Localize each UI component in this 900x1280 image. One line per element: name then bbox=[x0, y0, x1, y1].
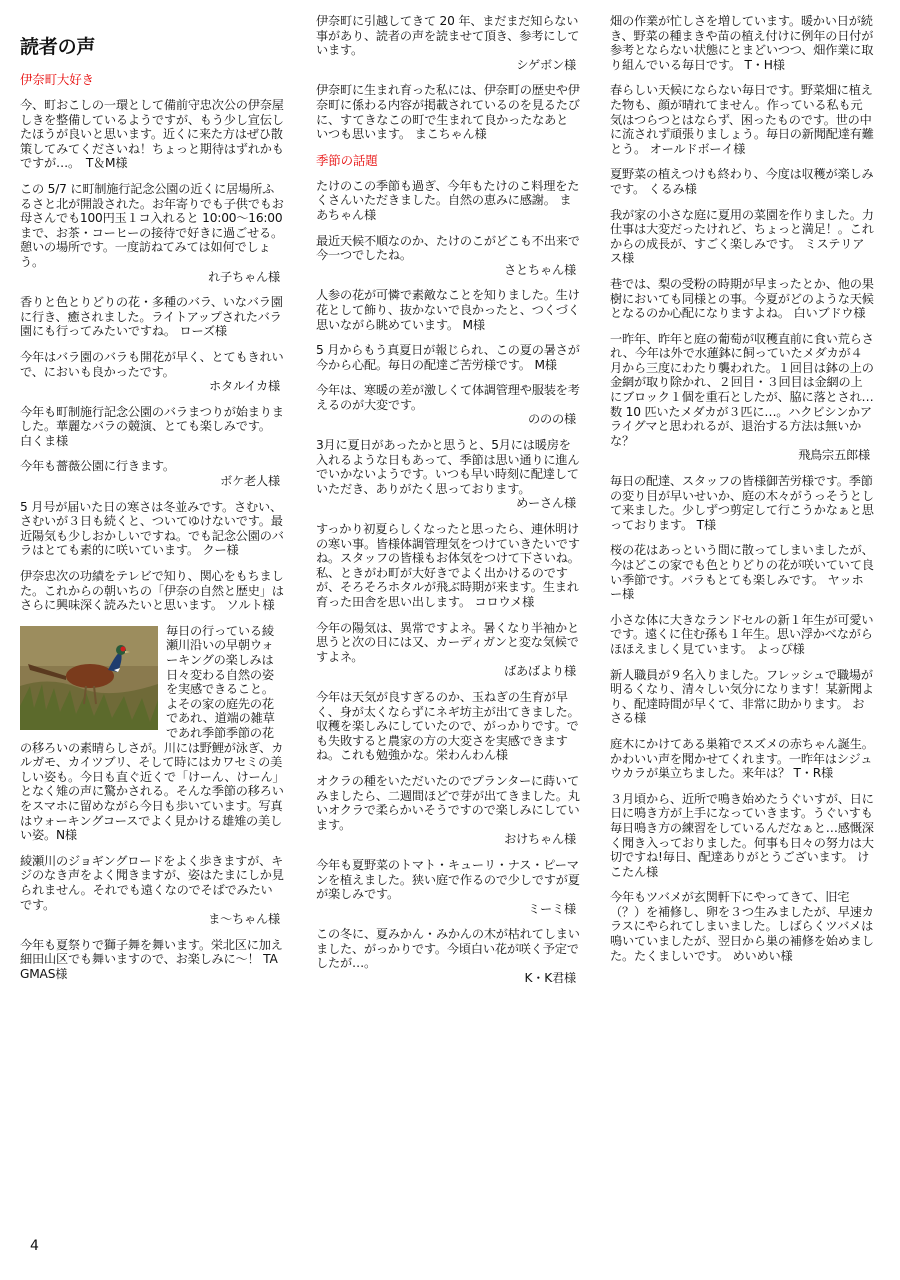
reader-letter bbox=[20, 350, 284, 394]
reader-letter bbox=[316, 234, 580, 278]
reader-letter bbox=[610, 277, 874, 321]
reader-letter bbox=[610, 14, 874, 72]
reader-letter bbox=[316, 383, 580, 427]
letter-text: たけのこの季節も過ぎ、今年もたけのこ料理をたくさんいただきました。自然の恵みに感謝。 まあちゃん様 bbox=[316, 178, 580, 222]
letter-signature: ホタルイカ様 bbox=[209, 379, 280, 394]
reader-letter bbox=[610, 474, 874, 532]
reader-letter bbox=[610, 167, 874, 196]
letter-text: 庭木にかけてある巣箱でスズメの赤ちゃん誕生。かわいい声を聞かせてくれます。一昨年はシジュウカラが巣立ちました。来年は？ T・R様 bbox=[610, 736, 874, 781]
letter-text: 今年も夏祭りで獅子舞を舞います。栄北区に加え細田山区でも舞いますので、お楽しみに～！ TAGMAS様 bbox=[20, 937, 283, 981]
letter-text: 綾瀬川のジョギングロードをよく歩きますが、キジのなき声をよく聞きますが、姿はたまにしか見られません。それでも遠くなのでそばでみたいです。 bbox=[20, 853, 284, 912]
reader-letter bbox=[316, 774, 580, 847]
reader-letter bbox=[610, 208, 874, 266]
reader-letter bbox=[316, 621, 580, 679]
letter-text: この 5/7 に町制施行記念公園の近くに居場所ふるさと北が開設された。お年寄りでも子供でもお母さんでも100円玉１コ入れると 10:00～16:00 まで、お茶・コーヒーの接待で好きに過ごせる。憩いの場所です。一度訪ねてみては如何でしょう。 bbox=[20, 181, 284, 269]
letter-signature: シゲボン様 bbox=[516, 57, 576, 72]
letter-text: オクラの種をいただいたのでプランターに蒔いてみましたら、二週間ほどで芽が出てきました。丸いオクラで柔らかいそうですので楽しみにしています。 bbox=[316, 773, 580, 832]
letter-text: 3月に夏日があったかと思うと、5月には暖房を入れるような日もあって、季節は思い通りに進んでいかないようです。いつも早い時刻に配達していただき、ありがたく思っております。 bbox=[316, 438, 580, 496]
letter-text: 伊奈町に引越してきて 20 年、まだまだ知らない事があり、読者の声を読ませて頂き、参考にしています。 bbox=[316, 14, 580, 58]
letter-text: 今、町おこしの一環として備前守忠次公の伊奈屋しきを整備しているようですが、もう少し宣伝したほうが良いと思います。近くに来た方はぜひ散策してみてくださいね！ちょっと期待はずれかもですが…。 T＆M様 bbox=[20, 98, 284, 171]
letter-text: この冬に、夏みかん・みかんの木が枯れてしまいました、がっかりです。今頃白い花が咲く予定でしたが…。 bbox=[316, 927, 580, 971]
letter-text: 最近天候不順なのか、たけのこがどこも不出来で今一つでしたね。 bbox=[316, 233, 580, 263]
reader-letter bbox=[20, 459, 284, 488]
reader-letter bbox=[20, 500, 284, 558]
letter-text: 春らしい天候にならない毎日です。野菜畑に植えた物も、顔が晴れてません。作っている私も元気はつらつとはならず、困ったものです。世の中に流されず頑張りましょう。毎日の新聞配達有難とう。 オールドボーイ様 bbox=[610, 83, 874, 156]
letter-signature: ボケ老人様 bbox=[220, 474, 280, 489]
letter-text: 伊奈忠次の功績をテレビで知り、関心をもちました。これからの朝いちの「伊奈の自然と歴史」はさらに興味深く読みたいと思います。 ソルト様 bbox=[20, 569, 284, 613]
reader-letter bbox=[610, 792, 874, 880]
letter-text: 5 月号が届いた日の寒さは冬並みです。さむい、さむいが３日も続くと、ついてゆけないです。最近陽気も少しおかしいですね。でも記念公園のバラはとても素的に咲いています。 クー様 bbox=[20, 499, 284, 558]
reader-letter bbox=[20, 854, 284, 927]
reader-letter bbox=[610, 613, 874, 657]
letter-text: 今年も夏野菜のトマト・キューリ・ナス・ピーマンを植えました。狭い庭で作るので少しですが夏が楽しみです。 bbox=[316, 857, 580, 902]
section-title-ina-love: 伊奈町大好き bbox=[20, 72, 94, 87]
letter-signature: めーさん様 bbox=[516, 496, 576, 511]
pheasant-photo bbox=[20, 626, 158, 730]
letter-text: 小さな体に大きなランドセルの新１年生が可愛いです。遠くに住む孫も１年生。思い浮かべながらほほえましく見ています。 よっぴ様 bbox=[610, 612, 874, 656]
reader-letter bbox=[20, 98, 284, 171]
page-title: 読者の声 bbox=[20, 36, 96, 58]
letter-text: 5 月からもう真夏日が報じられ、この夏の暑さが今から心配。毎日の配達ご苦労様です。 M様 bbox=[316, 343, 580, 372]
letter-text: 毎日の配達、スタッフの皆様御苦労様です。季節の変り目が早いせいか、庭の木々がうっそうとして来ました。少しずつ剪定して行こうかなぁと思っております。 T様 bbox=[610, 474, 874, 532]
letter-signature: さとちゃん様 bbox=[504, 262, 576, 277]
letter-text: 夏野菜の植えつけも終わり、今度は収穫が楽しみです。 くるみ様 bbox=[610, 167, 874, 196]
reader-letter bbox=[316, 927, 580, 985]
reader-letter bbox=[316, 83, 580, 141]
reader-letter bbox=[20, 405, 284, 449]
letter-text: 今年も薔薇公園に行きます。 bbox=[20, 459, 175, 474]
reader-letter bbox=[20, 938, 284, 982]
letter-text: 今年は、寒暖の差が激しくて体調管理や服装を考えるのが大変です。 bbox=[316, 383, 580, 412]
reader-letter bbox=[610, 83, 874, 156]
letter-signature: ばあばより様 bbox=[504, 664, 576, 679]
letter-text: 我が家の小さな庭に夏用の菜園を作りました。力仕事は大変だったけれど、ちょっと満足！。これからの成長が、すごく楽しみです。 ミステリアス様 bbox=[610, 207, 874, 266]
reader-letter bbox=[20, 295, 284, 339]
section-title-seasonal: 季節の話題 bbox=[316, 152, 378, 168]
reader-letter bbox=[610, 668, 874, 726]
reader-letter bbox=[316, 858, 580, 916]
letter-signature: おけちゃん様 bbox=[504, 832, 576, 847]
letter-text: 桜の花はあっという間に散ってしまいましたが、今はどこの家でも色とりどりの花が咲いていて良い季節です。バラもとても楽しみです。 ヤッホー様 bbox=[610, 543, 874, 602]
letter-text: 巷では、梨の受粉の時期が早まったとか、他の果樹においても同様との事。今夏がどのような天候となるのか心配になりますよね。 白いブドウ様 bbox=[610, 276, 874, 321]
letter-text: 今年も町制施行記念公園のバラまつりが始まりました。華麗なバラの競演、とても楽しみです。 白くま様 bbox=[20, 404, 284, 448]
column-3 bbox=[610, 14, 874, 974]
reader-letter bbox=[316, 14, 580, 72]
letter-text: 畑の作業が忙しさを増しています。暖かい日が続き、野菜の種まきや苗の植え付けに例年の日付が参考とならない状態にとまどいつつ、畑作業に取り組んでいる毎日です。 T・H様 bbox=[610, 14, 874, 72]
letter-text: 新人職員が９名入りました。フレッシュで職場が明るくなり、清々しい気分になります！某新聞より、配達時間が早くて、非常に助かります。 おさる様 bbox=[610, 667, 874, 726]
letter-signature: ののの様 bbox=[528, 412, 576, 427]
reader-letter bbox=[316, 522, 580, 610]
letter-text: 人参の花が可憐で素敵なことを知りました。生け花として飾り、抜かないで良かったと、つくづく思いながら眺めています。 M様 bbox=[316, 288, 580, 332]
letter-signature: ミーミ様 bbox=[528, 901, 576, 916]
page-number: 4 bbox=[30, 1238, 39, 1254]
letter-text: 今年は天気が良すぎるのか、玉ねぎの生育が早く、身が太くならずにネギ坊主が出てきました。収穫を楽しみにしていたので、がっかりです。でも失敗すると農家の方の大変さを実感できますね。これも勉強かな。栄わんわん様 bbox=[316, 689, 580, 763]
reader-letter bbox=[610, 332, 874, 463]
letter-text: 今年の陽気は、異常ですよネ。暑くなり半袖かと思うと次の日には又、カーディガンと変な気候ですよネ。 bbox=[316, 620, 579, 664]
letter-text: 毎日の行っている綾瀬川沿いの早朝ウォーキングの楽しみは日々変わる自然の姿を実感できること。よその家の庭先の花であれ、道端の雑草であれ季節季節の花の移ろいの素晴らしさが。川には野鯉が泳ぎ、カルガモ、カイツブリ、そして時にはカワセミの美しい姿も。今日も直ぐ近くで「けーん、けーん」となく雉の声に驚かされる。そんな季節の移ろいをスマホに留めながら今日も歩いています。写真はウォーキングコースでよく見かける雄雉の美しい姿。N様 bbox=[20, 623, 284, 843]
reader-letter bbox=[316, 179, 580, 223]
letter-text: 香りと色とりどりの花・多種のバラ、いなバラ園に行き、癒されました。ライトアップされたバラ園にも行ってみたいですね。 ローズ様 bbox=[20, 295, 283, 339]
letter-text: 一昨年、昨年と庭の葡萄が収穫直前に食い荒らされ、今年は外で水蓮鉢に飼っていたメダカが４月から三度にわたり襲われた。１回目は鉢の上の金網が取り除かれ、２回目・３回目は金網の上にブロック１個を重石としたが、脇に落とされ…数 10 匹いたメダカが３匹に…。ハクビシンかアライグマと思われるが、退治する方法は無いかな？ bbox=[610, 331, 874, 448]
letter-text: ３月頃から、近所で鳴き始めたうぐいすが、日に日に鳴き方が上手になっていきます。うぐいすも毎日鳴き方の練習をしているんだなぁと…感慨深く聞き入っておりました。何事も日々の努力は大切ですね!毎日、配達ありがとうございます。 けこたん様 bbox=[610, 791, 874, 879]
letter-signature: れ子ちゃん様 bbox=[208, 269, 280, 284]
letter-text: すっかり初夏らしくなったと思ったら、連休明けの寒い事。皆様体調管理気をつけていきたいですね。スタッフの皆様もお体気をつけて下さいね。私、ときがわ町が大好きでよく出かけるのですが、そろそろホタルが飛ぶ時期が来ます。生まれ育った田舎を思い出します。 コロウメ様 bbox=[316, 522, 580, 609]
reader-letter bbox=[316, 438, 580, 511]
reader-letter bbox=[316, 288, 580, 332]
letter-text: 伊奈町に生まれ育った私には、伊奈町の歴史や伊奈町に係わる内容が掲載されているのを見るたびに、すてきなこの町で生まれて良かったなあといつも思います。 まこちゃん様 bbox=[316, 83, 580, 142]
letter-text: 今年はバラ園のバラも開花が早く、とてもきれいで、においも良かったです。 bbox=[20, 349, 284, 379]
letter-text: 今年もツバメが玄関軒下にやってきて、旧宅（？）を補修し、卵を３つ生みましたが、早速カラスにやられてしまいました。しばらくツバメは鳴いていましたが、翌日から巣の補修を始めました。たくましいです。 めいめい様 bbox=[610, 890, 874, 963]
reader-letter bbox=[610, 543, 874, 601]
letter-signature: 飛鳥宗五郎様 bbox=[798, 448, 870, 463]
reader-letter bbox=[610, 737, 874, 781]
reader-letter bbox=[20, 182, 284, 284]
column-2 bbox=[316, 14, 580, 997]
reader-letter bbox=[610, 890, 874, 963]
letter-signature: K・K君様 bbox=[524, 971, 576, 986]
letter-signature: ま～ちゃん様 bbox=[208, 912, 280, 927]
reader-letter bbox=[20, 624, 284, 843]
reader-letter bbox=[316, 690, 580, 763]
reader-letter bbox=[20, 569, 284, 613]
reader-letter bbox=[316, 343, 580, 372]
column-1 bbox=[20, 36, 284, 992]
